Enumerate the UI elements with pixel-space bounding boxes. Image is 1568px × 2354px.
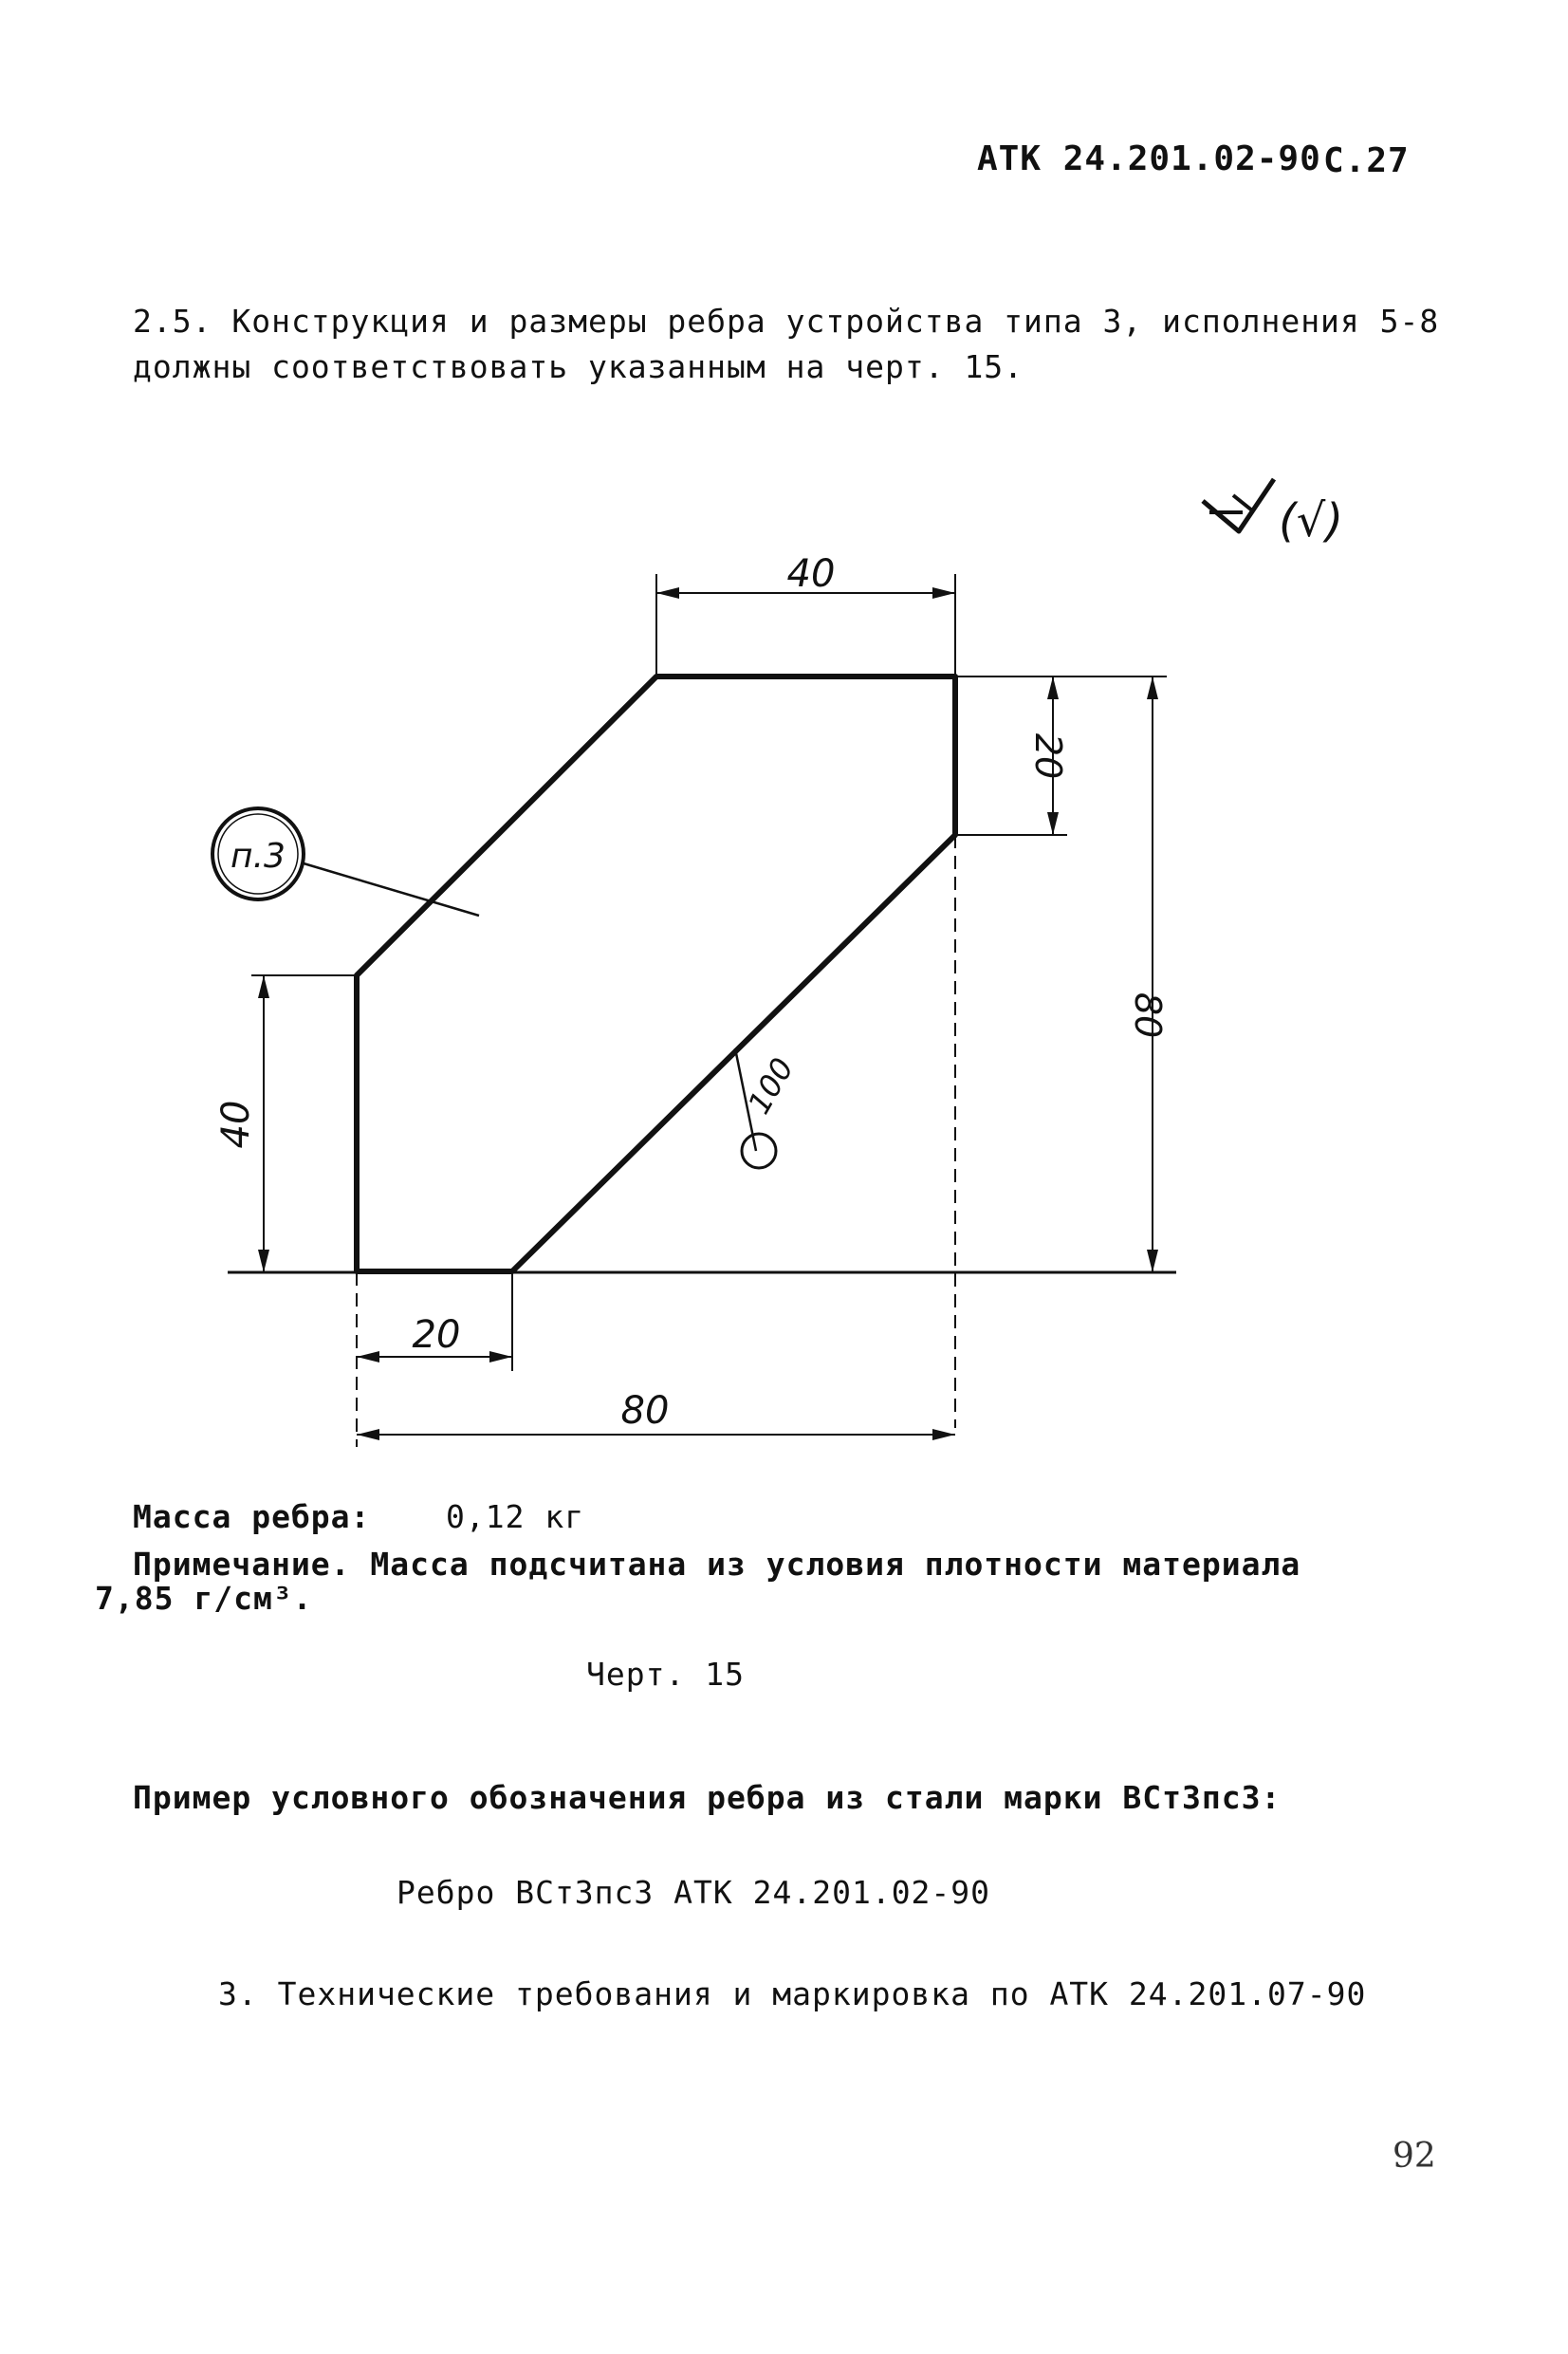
page-number: 92	[1393, 2137, 1436, 2176]
dim-bottom-short: 20	[412, 1313, 461, 1357]
dim-right-short: 20	[1027, 732, 1069, 780]
example-intro: Пример условного обозначения ребра из стали марки ВСт3пс3:	[133, 1779, 1282, 1816]
radius-circle	[742, 1134, 776, 1168]
mass-value: 0,12 кг	[446, 1498, 585, 1535]
section-text-line-1: 2.5. Конструкция и размеры ребра устройства типа 3, исполнения 5-8	[133, 303, 1440, 340]
note-line-1: Примечание. Масса подсчитана из условия плотности материала	[133, 1546, 1301, 1583]
example-designation: Ребро ВСт3пс3 АТК 24.201.02-90	[397, 1874, 991, 1911]
arrow-top-right	[932, 587, 955, 599]
dim-radius: 100	[740, 1051, 802, 1121]
dim-right-total: 80	[1127, 992, 1169, 1039]
callout-label: п.3	[231, 837, 286, 876]
arrow-bottom-total-right	[932, 1429, 955, 1440]
callout-leader	[304, 863, 479, 916]
arrow-bottom-short-right	[489, 1351, 512, 1362]
arrow-right-total-bottom	[1147, 1250, 1158, 1272]
arrow-left-top	[258, 975, 269, 998]
note-line-2: 7,85 г/см³.	[95, 1580, 313, 1617]
arrow-right-total-top	[1147, 677, 1158, 699]
section-3-text: 3. Технические требования и маркировка по АТК 24.201.07-90	[218, 1975, 1367, 2012]
roughness-mark	[1203, 479, 1274, 531]
arrow-bottom-total-left	[357, 1429, 379, 1440]
figure-caption: Черт. 15	[586, 1656, 745, 1693]
arrow-right-short-bottom	[1047, 812, 1059, 835]
arrow-right-short-top	[1047, 677, 1059, 699]
dim-left-height: 40	[214, 1100, 258, 1149]
doc-code: АТК 24.201.02-90	[977, 139, 1321, 178]
arrow-top-left	[656, 587, 679, 599]
roughness-note: (√)	[1279, 494, 1344, 547]
mass-label: Масса ребра:	[133, 1498, 371, 1535]
page-label: С.27	[1323, 141, 1410, 180]
arrow-bottom-short-left	[357, 1351, 379, 1362]
arrow-left-bottom	[258, 1250, 269, 1272]
rib-outline	[357, 677, 955, 1271]
dim-bottom-total: 80	[620, 1389, 670, 1433]
dim-top-width: 40	[786, 552, 836, 596]
section-text-line-2: должны соответствовать указанным на черт. 15.	[133, 348, 1024, 385]
